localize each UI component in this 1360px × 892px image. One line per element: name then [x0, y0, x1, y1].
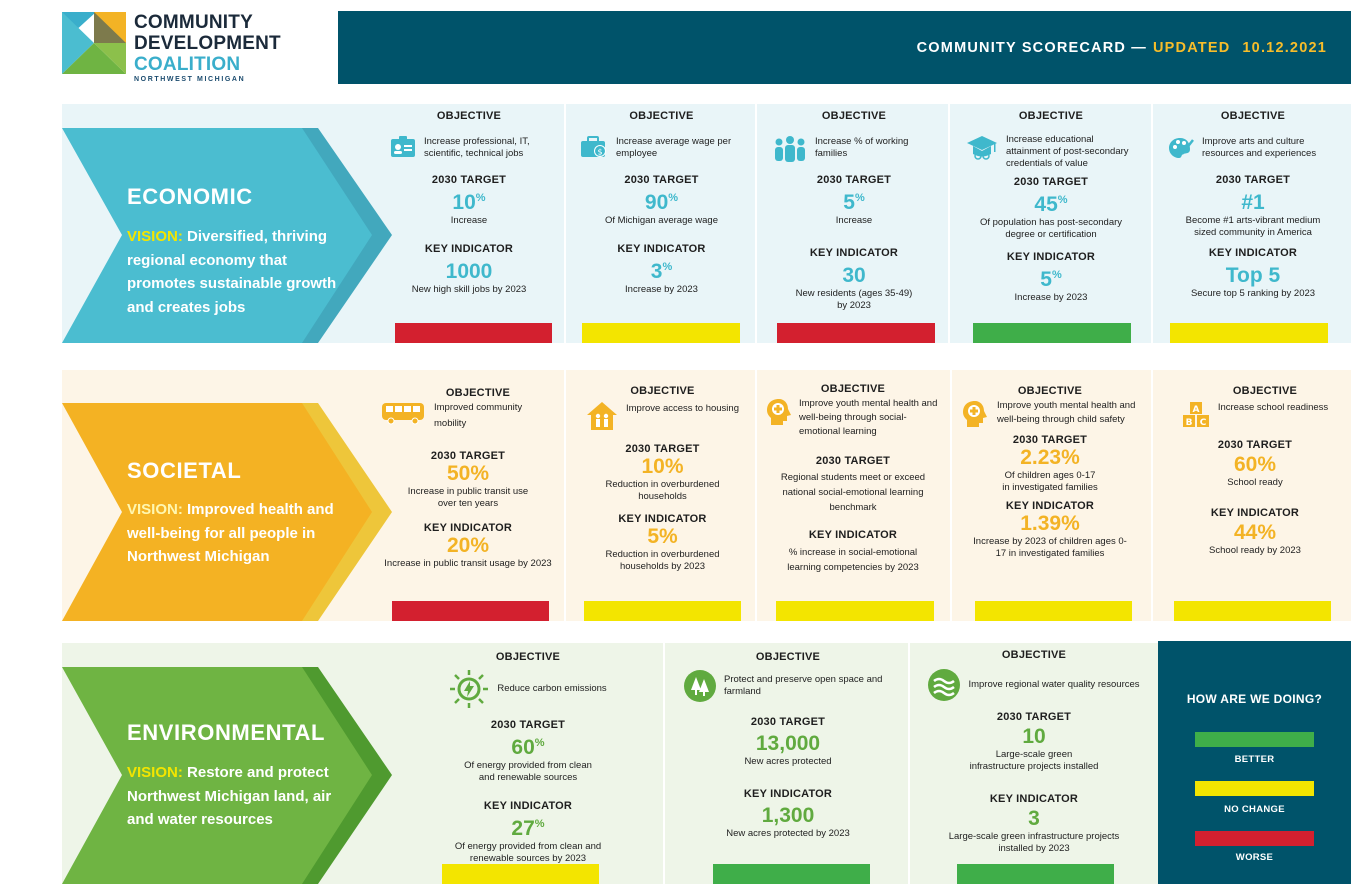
target-number: 10: [452, 191, 476, 214]
logo-line-4: NORTHWEST MICHIGAN: [134, 76, 246, 83]
economic-card-families: [773, 110, 935, 312]
indicator-label: KEY INDICATOR: [483, 800, 573, 812]
objective-text: Increase professional, IT, scientific, technical jobs: [424, 136, 530, 159]
indicator-label: KEY INDICATOR: [809, 247, 899, 259]
economic-card-wage: [580, 110, 743, 296]
economic-card-education: [966, 110, 1136, 304]
indicator-number: 3: [1028, 807, 1040, 830]
indicator-value: 20%: [446, 534, 490, 557]
card-divider: [755, 104, 757, 343]
trees-icon: [684, 670, 716, 702]
target-unit: %: [534, 737, 545, 749]
target-unit: %: [854, 192, 865, 204]
target-value: [684, 732, 892, 756]
indicator-label: KEY INDICATOR: [808, 529, 898, 541]
indicator-desc: New residents (ages 35-49) by 2023: [795, 288, 913, 311]
indicator-value: [1168, 259, 1338, 288]
target-desc: Increase: [835, 215, 873, 226]
family-icon: [773, 136, 807, 162]
environmental-section: [62, 643, 1158, 884]
indicator-desc: Reduction in overburdened households by 2023: [605, 549, 720, 572]
indicator-desc: New high skill jobs by 2023: [411, 284, 527, 295]
target-desc: Of children ages 0-17 in investigated families: [1002, 470, 1098, 493]
legend-swatch-worse: [1195, 831, 1314, 846]
logo-mark-icon: [62, 12, 126, 74]
card-divider: [948, 104, 950, 343]
status-bar-worse: [392, 601, 549, 621]
indicator-label: KEY INDICATOR: [989, 793, 1079, 805]
indicator-number: 3: [650, 260, 663, 283]
card-divider: [564, 370, 566, 621]
status-bar-no-change: [582, 323, 740, 343]
indicator-label: KEY INDICATOR: [423, 522, 513, 534]
target-desc: Large-scale green infrastructure projects installed: [969, 749, 1099, 772]
target-label: 2030 TARGET: [1013, 176, 1089, 188]
indicator-value: [773, 259, 935, 288]
target-value: [928, 725, 1140, 749]
target-number: #1: [1241, 191, 1265, 214]
indicator-desc: Of energy provided from clean and renewable sources by 2023: [454, 841, 602, 864]
svg-text:C: C: [1199, 418, 1207, 428]
status-legend: [1158, 641, 1351, 884]
status-bar-worse: [395, 323, 552, 343]
status-bar-better: [713, 864, 870, 884]
target-desc: Regional students meet or exceed national social-emotional learning benchmark: [780, 472, 926, 513]
target-value: 10%: [641, 455, 684, 478]
societal-chevron: [62, 370, 392, 621]
logo-line-2: DEVELOPMENT: [134, 33, 281, 54]
coalition-logo: [62, 12, 282, 88]
indicator-label: KEY INDICATOR: [1006, 251, 1096, 263]
target-label: 2030 TARGET: [996, 711, 1072, 723]
environmental-card-carbon: [422, 651, 634, 865]
target-value: 2.23%: [1020, 446, 1080, 469]
legend-swatch-no-change: [1195, 781, 1314, 796]
environmental-title: ENVIRONMENTAL: [127, 720, 326, 745]
indicator-desc: New acres protected by 2023: [726, 828, 850, 839]
societal-section: [62, 370, 1351, 621]
objective-label: OBJECTIVE: [755, 651, 821, 663]
target-label: 2030 TARGET: [624, 174, 699, 186]
target-desc: Increase in public transit use over ten years: [407, 486, 529, 509]
environmental-card-water: [928, 649, 1140, 855]
target-desc: Of population has post-secondary degree or certification: [979, 217, 1123, 240]
indicator-unit: %: [534, 818, 545, 830]
target-label: 2030 TARGET: [815, 455, 891, 467]
house-family-icon: [586, 401, 618, 431]
card-divider: [950, 370, 952, 621]
target-label: 2030 TARGET: [750, 716, 826, 728]
card-divider: [564, 104, 566, 343]
vision-text: Diversified, thriving regional economy that promotes sustainable growth and creates jobs: [127, 228, 337, 316]
indicator-number: 27: [511, 817, 535, 840]
indicator-label: KEY INDICATOR: [743, 788, 833, 800]
indicator-desc: Increase by 2023 of children ages 0-17 in investigated families: [973, 536, 1127, 559]
scorecard-title: COMMUNITY SCORECARD —: [916, 39, 1147, 56]
graduation-cap-icon: [966, 134, 998, 162]
indicator-label: KEY INDICATOR: [1208, 247, 1298, 259]
societal-card-youth-sel: [765, 383, 941, 575]
vision-text: Improved health and well-being for all people in Northwest Michigan: [127, 501, 334, 565]
indicator-label: KEY INDICATOR: [1005, 500, 1095, 512]
target-value: [390, 186, 548, 215]
vision-text: Restore and protect Northwest Michigan land, air and water resources: [127, 764, 332, 828]
objective-label: OBJECTIVE: [1232, 385, 1298, 397]
objective-label: OBJECTIVE: [495, 651, 561, 663]
indicator-value: 1.39%: [1020, 512, 1080, 535]
objective-text: Increase educational attainment of post-secondary credentials of value: [1006, 134, 1129, 169]
target-number: 5: [843, 191, 855, 214]
svg-text:A: A: [1192, 405, 1200, 415]
target-value: [773, 186, 935, 215]
vision-label: VISION:: [127, 764, 183, 781]
objective-text: Increase school readiness: [1217, 402, 1329, 413]
objective-label: OBJECTIVE: [1220, 110, 1286, 122]
environmental-card-open-space: [684, 651, 892, 840]
status-bar-better: [957, 864, 1114, 884]
objective-text: Improve youth mental health and well-being through child safety: [997, 400, 1136, 425]
legend-label-no-change: NO CHANGE: [1224, 804, 1285, 815]
target-desc: Reduction in overburdened households: [605, 479, 720, 502]
target-desc: Of energy provided from clean and renewable sources: [464, 760, 592, 783]
legend-title: HOW ARE WE DOING?: [1186, 692, 1323, 706]
target-label: 2030 TARGET: [625, 443, 700, 455]
indicator-value: 5%: [647, 525, 678, 548]
indicator-label: KEY INDICATOR: [1210, 507, 1300, 519]
objective-text: Increase % of working families: [815, 136, 909, 159]
target-number: 90: [644, 191, 669, 214]
objective-label: OBJECTIVE: [1018, 110, 1084, 122]
objective-label: OBJECTIVE: [820, 383, 886, 395]
target-value: [580, 186, 743, 215]
updated-label: UPDATED: [1153, 39, 1231, 56]
target-label: 2030 TARGET: [431, 174, 507, 186]
target-value: 60%: [1233, 453, 1277, 476]
card-divider: [908, 643, 910, 884]
indicator-number: 1,300: [761, 804, 815, 827]
status-bar-no-change: [442, 864, 599, 884]
target-unit: %: [1057, 194, 1068, 206]
economic-card-jobs: [390, 110, 548, 296]
svg-text:B: B: [1185, 418, 1193, 428]
palette-icon: [1168, 136, 1194, 160]
target-label: 2030 TARGET: [1217, 439, 1293, 451]
objective-text: Improved community mobility: [434, 402, 523, 429]
indicator-desc: Increase by 2023: [1014, 292, 1088, 303]
target-unit: %: [475, 192, 486, 204]
legend-label-worse: WORSE: [1235, 852, 1274, 863]
indicator-number: 5: [1040, 268, 1052, 291]
indicator-value: [684, 804, 892, 828]
status-bar-no-change: [1174, 601, 1331, 621]
target-desc: Increase: [450, 215, 488, 226]
objective-text: Increase average wage per employee: [616, 136, 732, 159]
updated-date: 10.12.2021: [1242, 39, 1327, 56]
card-divider: [663, 643, 665, 884]
economic-card-arts: [1168, 110, 1338, 300]
logo-line-3: COALITION: [134, 54, 241, 75]
target-desc: New acres protected: [744, 756, 832, 767]
target-desc: School ready: [1227, 477, 1283, 488]
id-badge-icon: [390, 136, 416, 158]
societal-card-housing: [580, 385, 745, 573]
sun-energy-icon: [449, 669, 489, 709]
indicator-number: 30: [842, 264, 866, 287]
target-value: [1168, 186, 1338, 215]
vision-label: VISION:: [127, 501, 183, 518]
status-bar-worse: [777, 323, 935, 343]
indicator-desc: School ready by 2023: [1209, 545, 1301, 556]
objective-text: Improve arts and culture resources and experiences: [1202, 136, 1317, 159]
status-bar-no-change: [1170, 323, 1328, 343]
target-number: 10: [1022, 725, 1046, 748]
abc-blocks-icon: [1182, 401, 1210, 429]
target-number: 45: [1034, 193, 1058, 216]
water-waves-icon: [928, 669, 960, 701]
objective-text: Improve access to housing: [625, 403, 739, 414]
head-plus-icon: [765, 397, 795, 427]
card-divider: [1151, 104, 1153, 343]
indicator-value: [390, 255, 548, 284]
target-desc: Become #1 arts-vibrant medium sized community in America: [1185, 215, 1321, 238]
bus-icon: [380, 400, 426, 426]
svg-text:$: $: [597, 147, 603, 157]
objective-text: Improve youth mental health and well-being through social-emotional learning: [799, 398, 938, 437]
status-bar-better: [973, 323, 1131, 343]
economic-vision: [127, 225, 342, 319]
societal-card-child-safety: [961, 385, 1139, 560]
target-label: 2030 TARGET: [816, 174, 892, 186]
card-divider: [1151, 370, 1153, 621]
indicator-value: [422, 812, 634, 841]
indicator-unit: %: [1051, 269, 1062, 281]
indicator-unit: %: [662, 261, 673, 273]
indicator-value: [580, 255, 743, 284]
target-label: 2030 TARGET: [1215, 174, 1291, 186]
economic-title: ECONOMIC: [127, 184, 253, 209]
indicator-label: KEY INDICATOR: [617, 243, 706, 255]
logo-line-1: COMMUNITY: [134, 12, 253, 33]
target-number: 13,000: [755, 732, 821, 755]
indicator-desc: Secure top 5 ranking by 2023: [1190, 288, 1316, 299]
target-value: [422, 731, 634, 760]
target-value: 50%: [446, 462, 490, 485]
head-plus-icon: [961, 399, 991, 429]
status-bar-no-change: [776, 601, 934, 621]
societal-card-school-readiness: [1170, 385, 1340, 557]
target-value: [966, 188, 1136, 217]
objective-label: OBJECTIVE: [1017, 385, 1083, 397]
environmental-vision: [127, 761, 342, 832]
card-divider: [755, 370, 757, 621]
societal-card-mobility: [380, 387, 556, 570]
target-number: 60: [511, 736, 535, 759]
status-bar-no-change: [975, 601, 1132, 621]
indicator-value: 44%: [1233, 521, 1277, 544]
indicator-label: KEY INDICATOR: [618, 513, 707, 525]
status-bar-no-change: [584, 601, 741, 621]
indicator-label: KEY INDICATOR: [424, 243, 514, 255]
scorecard-header-bar: [338, 11, 1351, 84]
indicator-value: [966, 263, 1136, 292]
economic-section: [62, 104, 1351, 343]
target-label: 2030 TARGET: [1012, 434, 1088, 446]
objective-text: Protect and preserve open space and farmland: [724, 674, 883, 697]
indicator-desc: Large-scale green infrastructure projects installed by 2023: [948, 831, 1120, 854]
societal-vision: [127, 498, 342, 569]
objective-label: OBJECTIVE: [630, 385, 695, 397]
objective-label: OBJECTIVE: [821, 110, 887, 122]
indicator-value: [928, 807, 1140, 831]
money-briefcase-icon: [580, 136, 608, 158]
societal-title: SOCIETAL: [127, 458, 242, 483]
indicator-desc: % increase in social-emotional learning competencies by 2023: [787, 547, 919, 573]
objective-label: OBJECTIVE: [445, 387, 511, 399]
indicator-number: 1000: [445, 260, 493, 283]
indicator-number: Top 5: [1225, 264, 1281, 287]
legend-label-better: BETTER: [1234, 754, 1275, 765]
objective-text: Reduce carbon emissions: [497, 683, 607, 694]
target-unit: %: [668, 192, 679, 204]
indicator-desc: Increase by 2023: [625, 284, 698, 295]
vision-label: VISION:: [127, 228, 183, 245]
indicator-desc: Increase in public transit usage by 2023: [384, 558, 552, 569]
objective-text: Improve regional water quality resources: [968, 679, 1140, 690]
target-label: 2030 TARGET: [490, 719, 566, 731]
objective-label: OBJECTIVE: [436, 110, 502, 122]
objective-label: OBJECTIVE: [1001, 649, 1067, 661]
objective-label: OBJECTIVE: [629, 110, 694, 122]
legend-swatch-better: [1195, 732, 1314, 747]
target-desc: Of Michigan average wage: [604, 215, 718, 226]
target-label: 2030 TARGET: [430, 450, 506, 462]
